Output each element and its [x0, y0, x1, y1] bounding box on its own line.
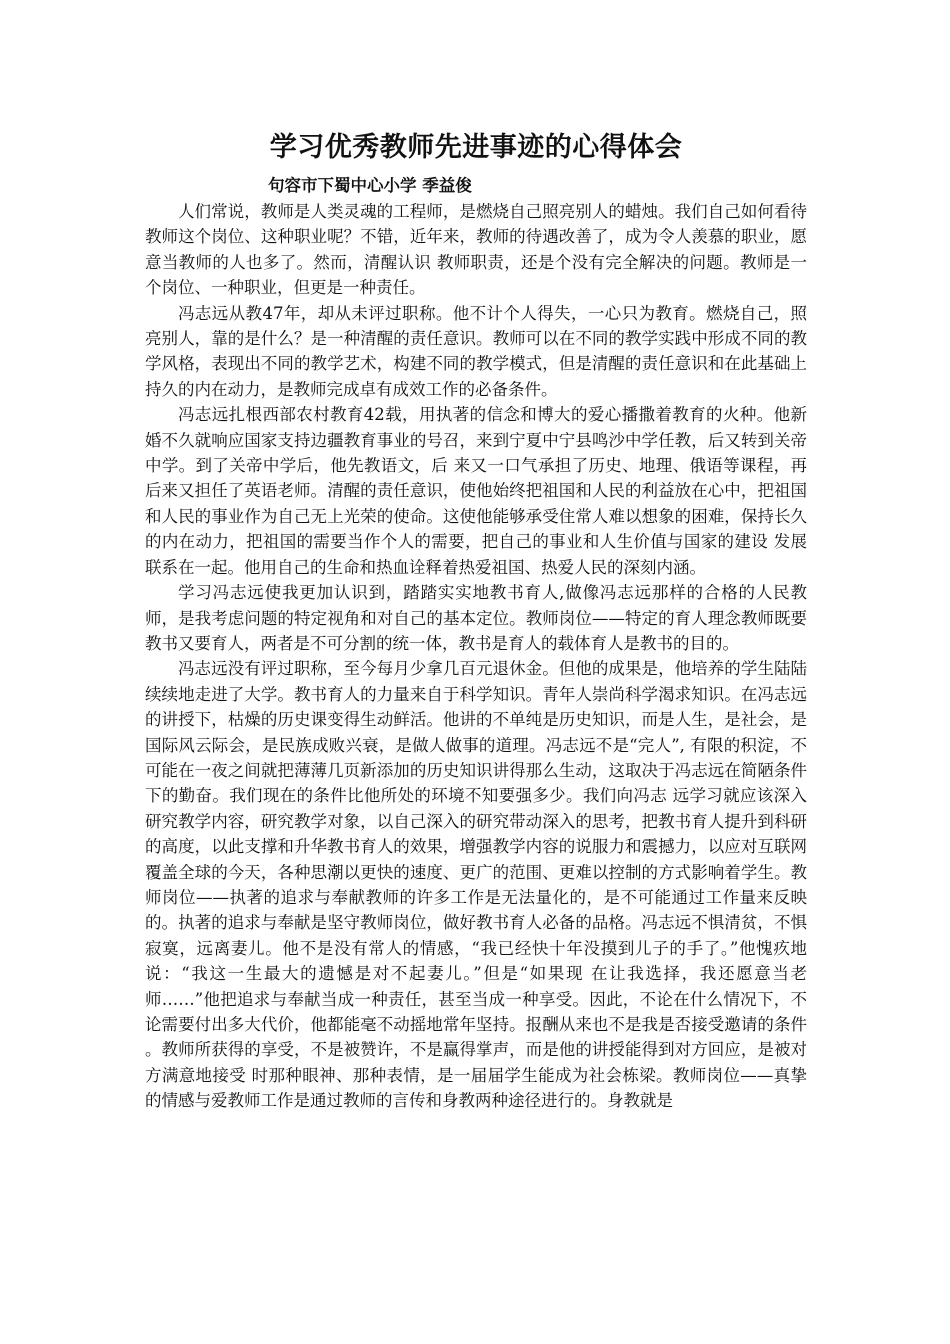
document-author: 句容市下蜀中心小学 季益俊: [268, 176, 472, 195]
document-body: [145, 199, 807, 1114]
body-paragraph-3: 冯志远扎根西部农村教育42载，用执著的信念和博大的爱心播撒着教育的火种。他新婚不久就响应国家支持边疆教育事业的号召，来到宁夏中宁县鸣沙中学任教，后又转到关帝中学。到了关帝中学后，他先教语文，后 来又一口气承担了历史、地理、俄语等课程，再后来又担任了英语老师。清醒的责任意识，使他始终把祖国和人民的利益放在心中，把祖国和人民的事业作为自己无上光荣的使命。这使他能够承受住常人难以想象的困难，保持长久的内在动力，把祖国的需要当作个人的需要，把自己的事业和人生价值与国家的建设 发展联系在一起。他用自己的生命和热血诠释着热爱祖国、热爱人民的深刻内涵。: [145, 405, 807, 577]
body-paragraph-4: 学习冯志远使我更加认识到，踏踏实实地教书育人,做像冯志远那样的合格的人民教师，是我考虑问题的特定视角和对自己的基本定位。教师岗位——特定的育人理念教师既要教书又要育人，两者是不可分割的统一体，教书是育人的载体育人是教书的目的。: [145, 583, 807, 653]
document-title: 学习优秀教师先进事迹的心得体会: [269, 132, 683, 163]
body-paragraph-5: 冯志远没有评过职称，至今每月少拿几百元退休金。但他的成果是，他培养的学生陆陆续续地走进了大学。教书育人的力量来自于科学知识。青年人崇尚科学渴求知识。在冯志远的讲授下，枯燥的历史课变得生动鲜活。他讲的不单纯是历史知识，而是人生，是社会，是国际风云际会，是民族成败兴衰，是做人做事的道理。冯志远不是“完人”, 有限的积淀，不可能在一夜之间就把薄薄几页新添加的历史知识讲得那么生动，这取决于冯志远在简陋条件下的勤奋。我们现在的条件比他所处的环境不知要强多少。我们向冯志 远学习就应该深入研究教学内容，研究教学对象，以自己深入的研究带动深入的思考，把教书育人提升到科研的高度，以此支撑和升华教书育人的效果，增强教学内容的说服力和震撼力，以应对互联网覆盖全球的今天，各种思潮以更快的速度、更广的范围、更难以控制的方式影响着学生。教师岗位——执著的追求与奉献教师的许多工作是无法量化的，是不可能通过工作量来反映的。执著的追求与奉献是坚守教师岗位，做好教书育人必备的品格。冯志远不惧清贫，不惧寂寞，远离妻儿。他不是没有常人的情感，“我已经快十年没摸到儿子的手了。”他愧疚地说：“我这一生最大的遗憾是对不起妻儿。”但是“如果现 在让我选择，我还愿意当老师……”他把追求与奉献当成一种责任，甚至当成一种享受。因此，不论在什么情况下，不论需要付出多大代价，他都能毫不动摇地常年坚持。报酬从来也不是我是否接受邀请的条件 。教师所获得的享受，不是被赞许，不是赢得掌声，而是他的讲授能得到对方回应，是被对方满意地接受 时那种眼神、那种表情，是一届届学生能成为社会栋梁。教师岗位——真挚的情感与爱教师工作是通过教师的言传和身教两种途径进行的。身教就是: [145, 659, 807, 1111]
body-paragraph-1: 人们常说，教师是人类灵魂的工程师，是燃烧自己照亮别人的蜡烛。我们自己如何看待教师这个岗位、这种职业呢？不错，近年来，教师的待遇改善了，成为令人羡慕的职业，愿意当教师的人也多了。然而，清醒认识 教师职责，还是个没有完全解决的问题。教师是一个岗位、一种职业，但更是一种责任。: [145, 202, 807, 298]
body-paragraph-2: 冯志远从教47年，却从未评过职称。他不计个人得失，一心只为教育。燃烧自己，照亮别人，靠的是什么？是一种清醒的责任意识。教师可以在不同的教学实践中形成不同的教学风格，表现出不同的教学艺术，构建不同的教学模式，但是清醒的责任意识和在此基础上持久的内在动力，是教师完成卓有成效工作的必备条件。: [145, 303, 807, 399]
